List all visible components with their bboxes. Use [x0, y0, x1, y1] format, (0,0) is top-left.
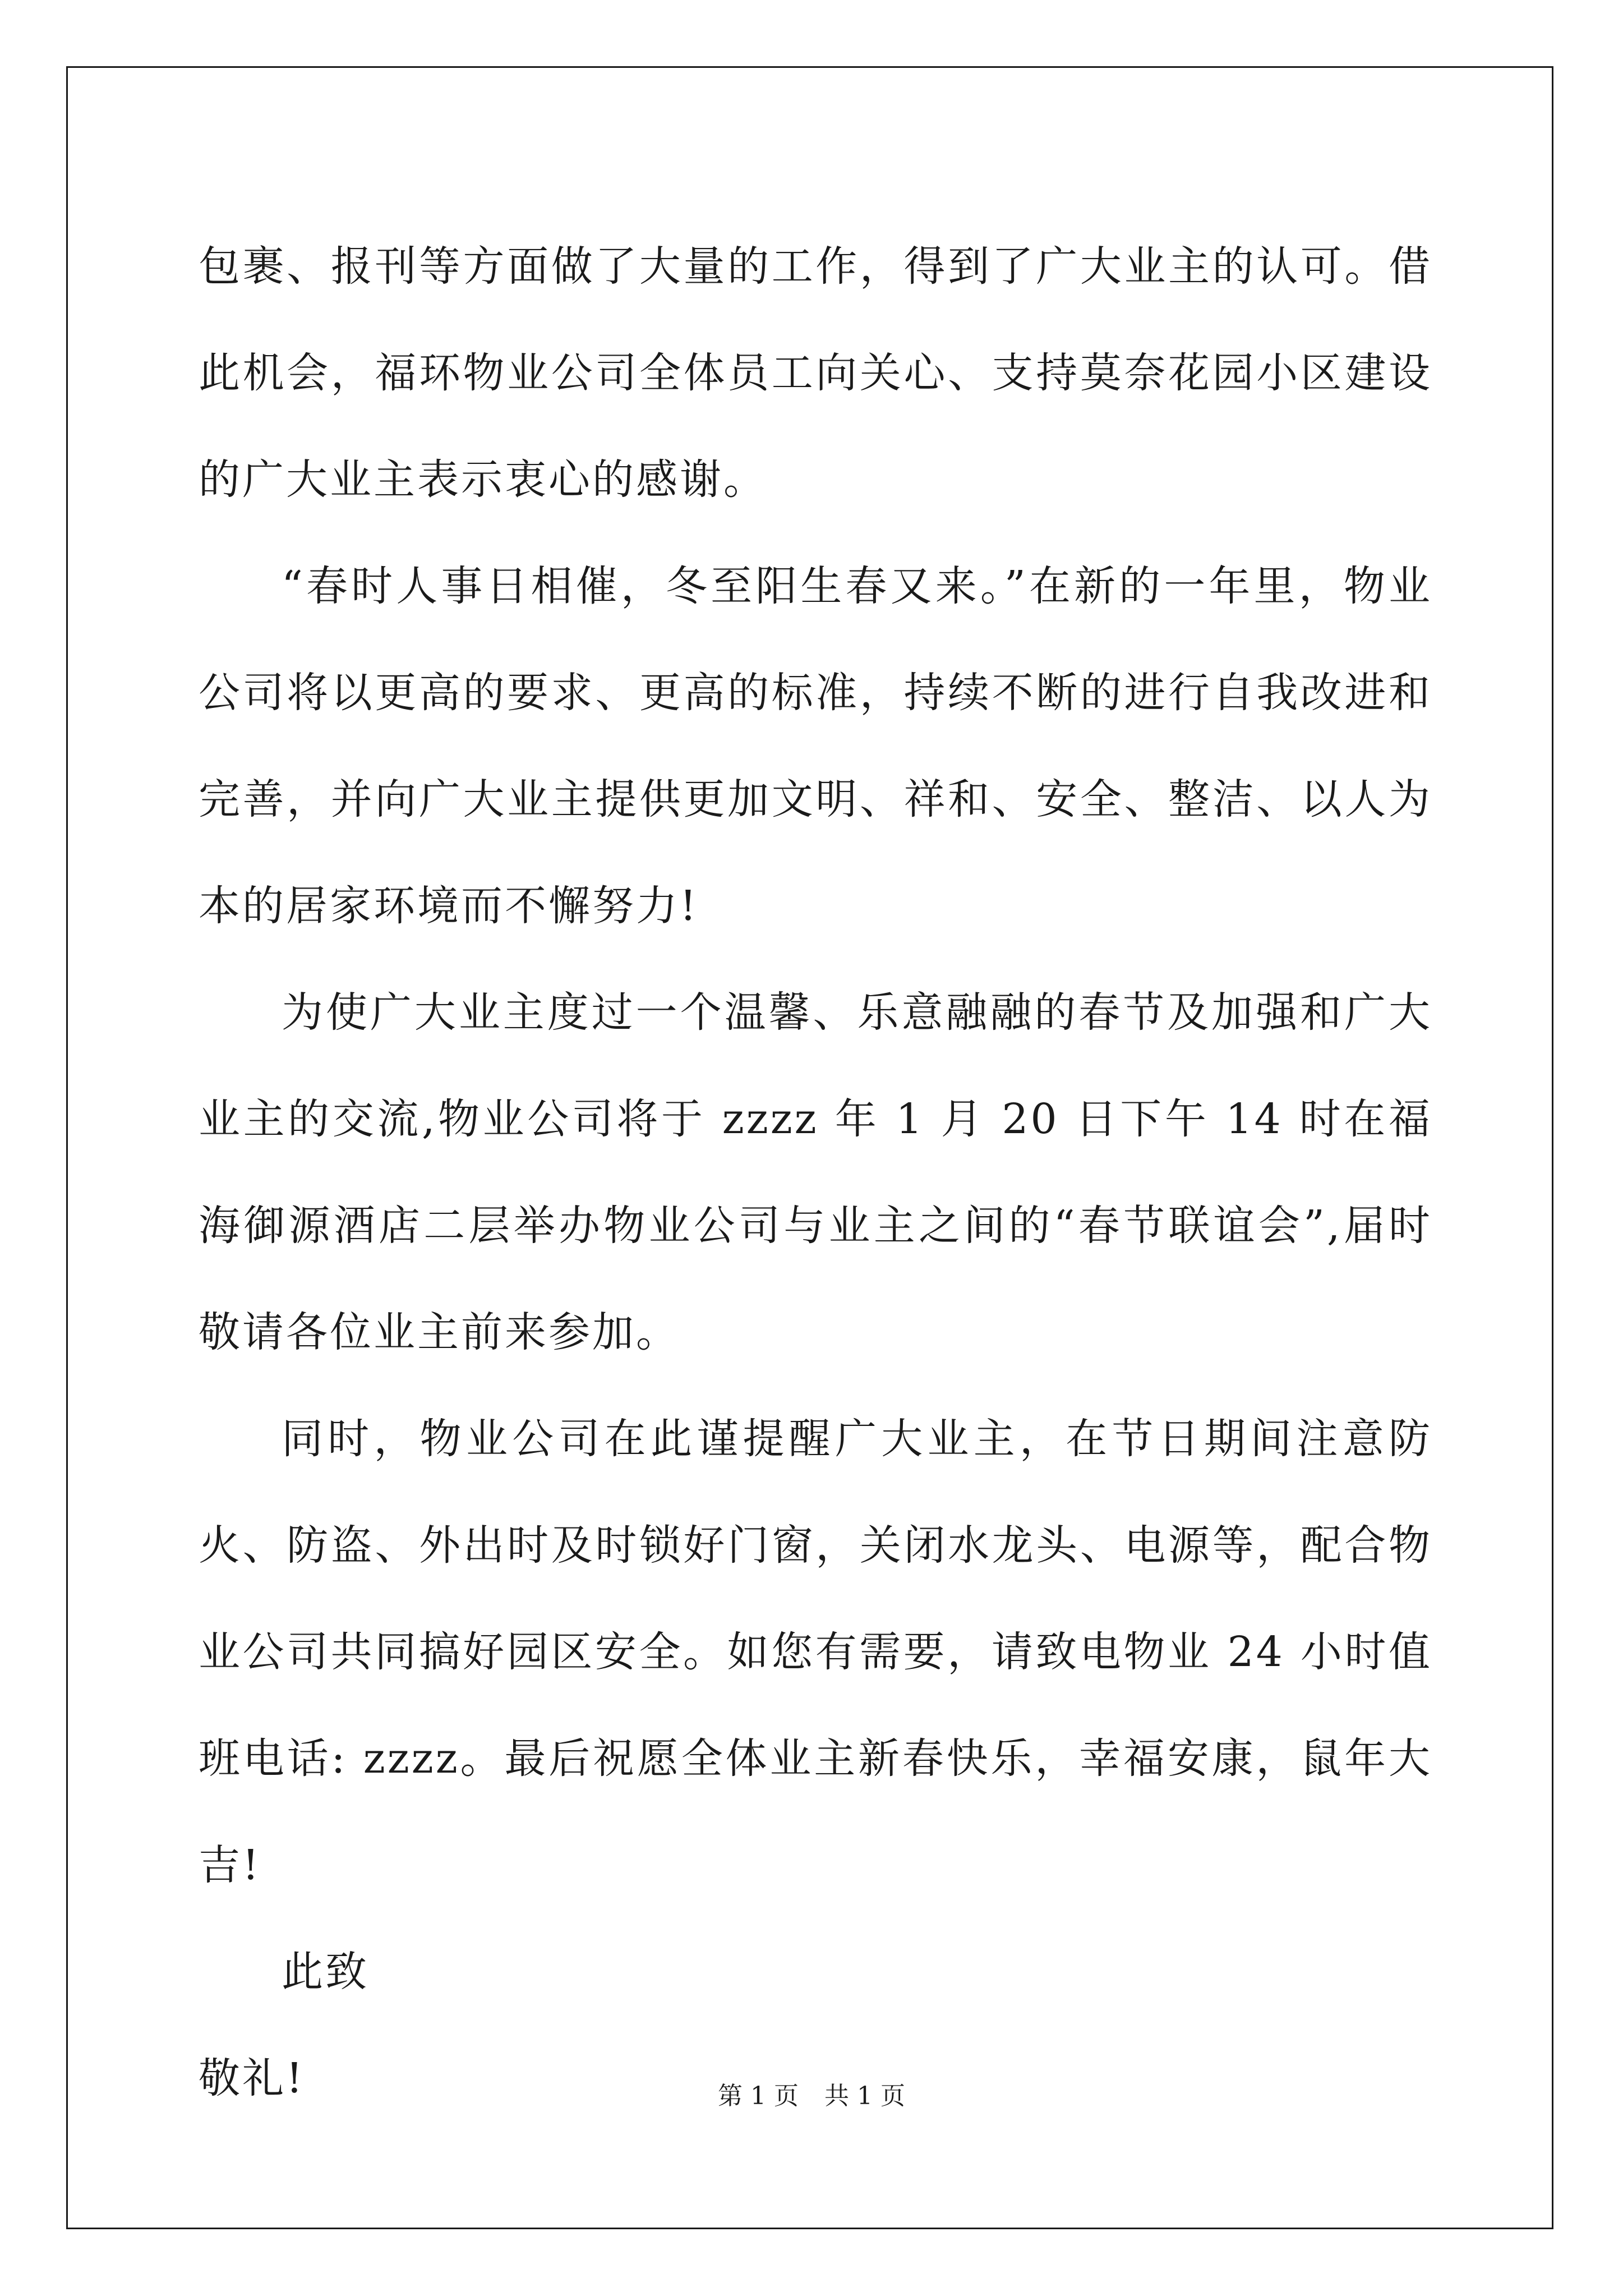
- document-body: [199, 213, 1432, 2132]
- paragraph-safety-reminder: 同时，物业公司在此谨提醒广大业主，在节日期间注意防火、防盗、外出时及时锁好门窗，关闭水龙头、电源等，配合物业公司共同搞好园区安全。如您有需要，请致电物业 24 小时值班电话: zzzz。最后祝愿全体业主新春快乐，幸福安康，鼠年大吉!: [199, 1415, 1432, 1889]
- paragraph-continuation: 包裹、报刊等方面做了大量的工作，得到了广大业主的认可。借此机会，福环物业公司全体员工向关心、支持莫奈花园小区建设的广大业主表示衷心的感谢。: [199, 242, 1432, 504]
- page-footer: [0, 2076, 1623, 2111]
- page-number-total: 共 1 页: [824, 2082, 905, 2110]
- salutation: 敬礼!: [199, 2054, 305, 2102]
- paragraph-spring-party-invitation: 为使广大业主度过一个温馨、乐意融融的春节及加强和广大业主的交流,物业公司将于 zzzz 年 1 月 20 日下午 14 时在福海御源酒店二层举办物业公司与业主之间的“春节联谊会”,届时敬请各位业主前来参加。: [199, 988, 1432, 1356]
- closing-phrase: 此致: [282, 1948, 369, 1996]
- paragraph-new-year-commitment: “春时人事日相催，冬至阳生春又来。”在新的一年里，物业公司将以更高的要求、更高的标准，持续不断的进行自我改进和完善，并向广大业主提供更加文明、祥和、安全、整洁、以人为本的居家环境而不懈努力!: [199, 562, 1432, 930]
- page-number-current: 第 1 页: [718, 2082, 799, 2110]
